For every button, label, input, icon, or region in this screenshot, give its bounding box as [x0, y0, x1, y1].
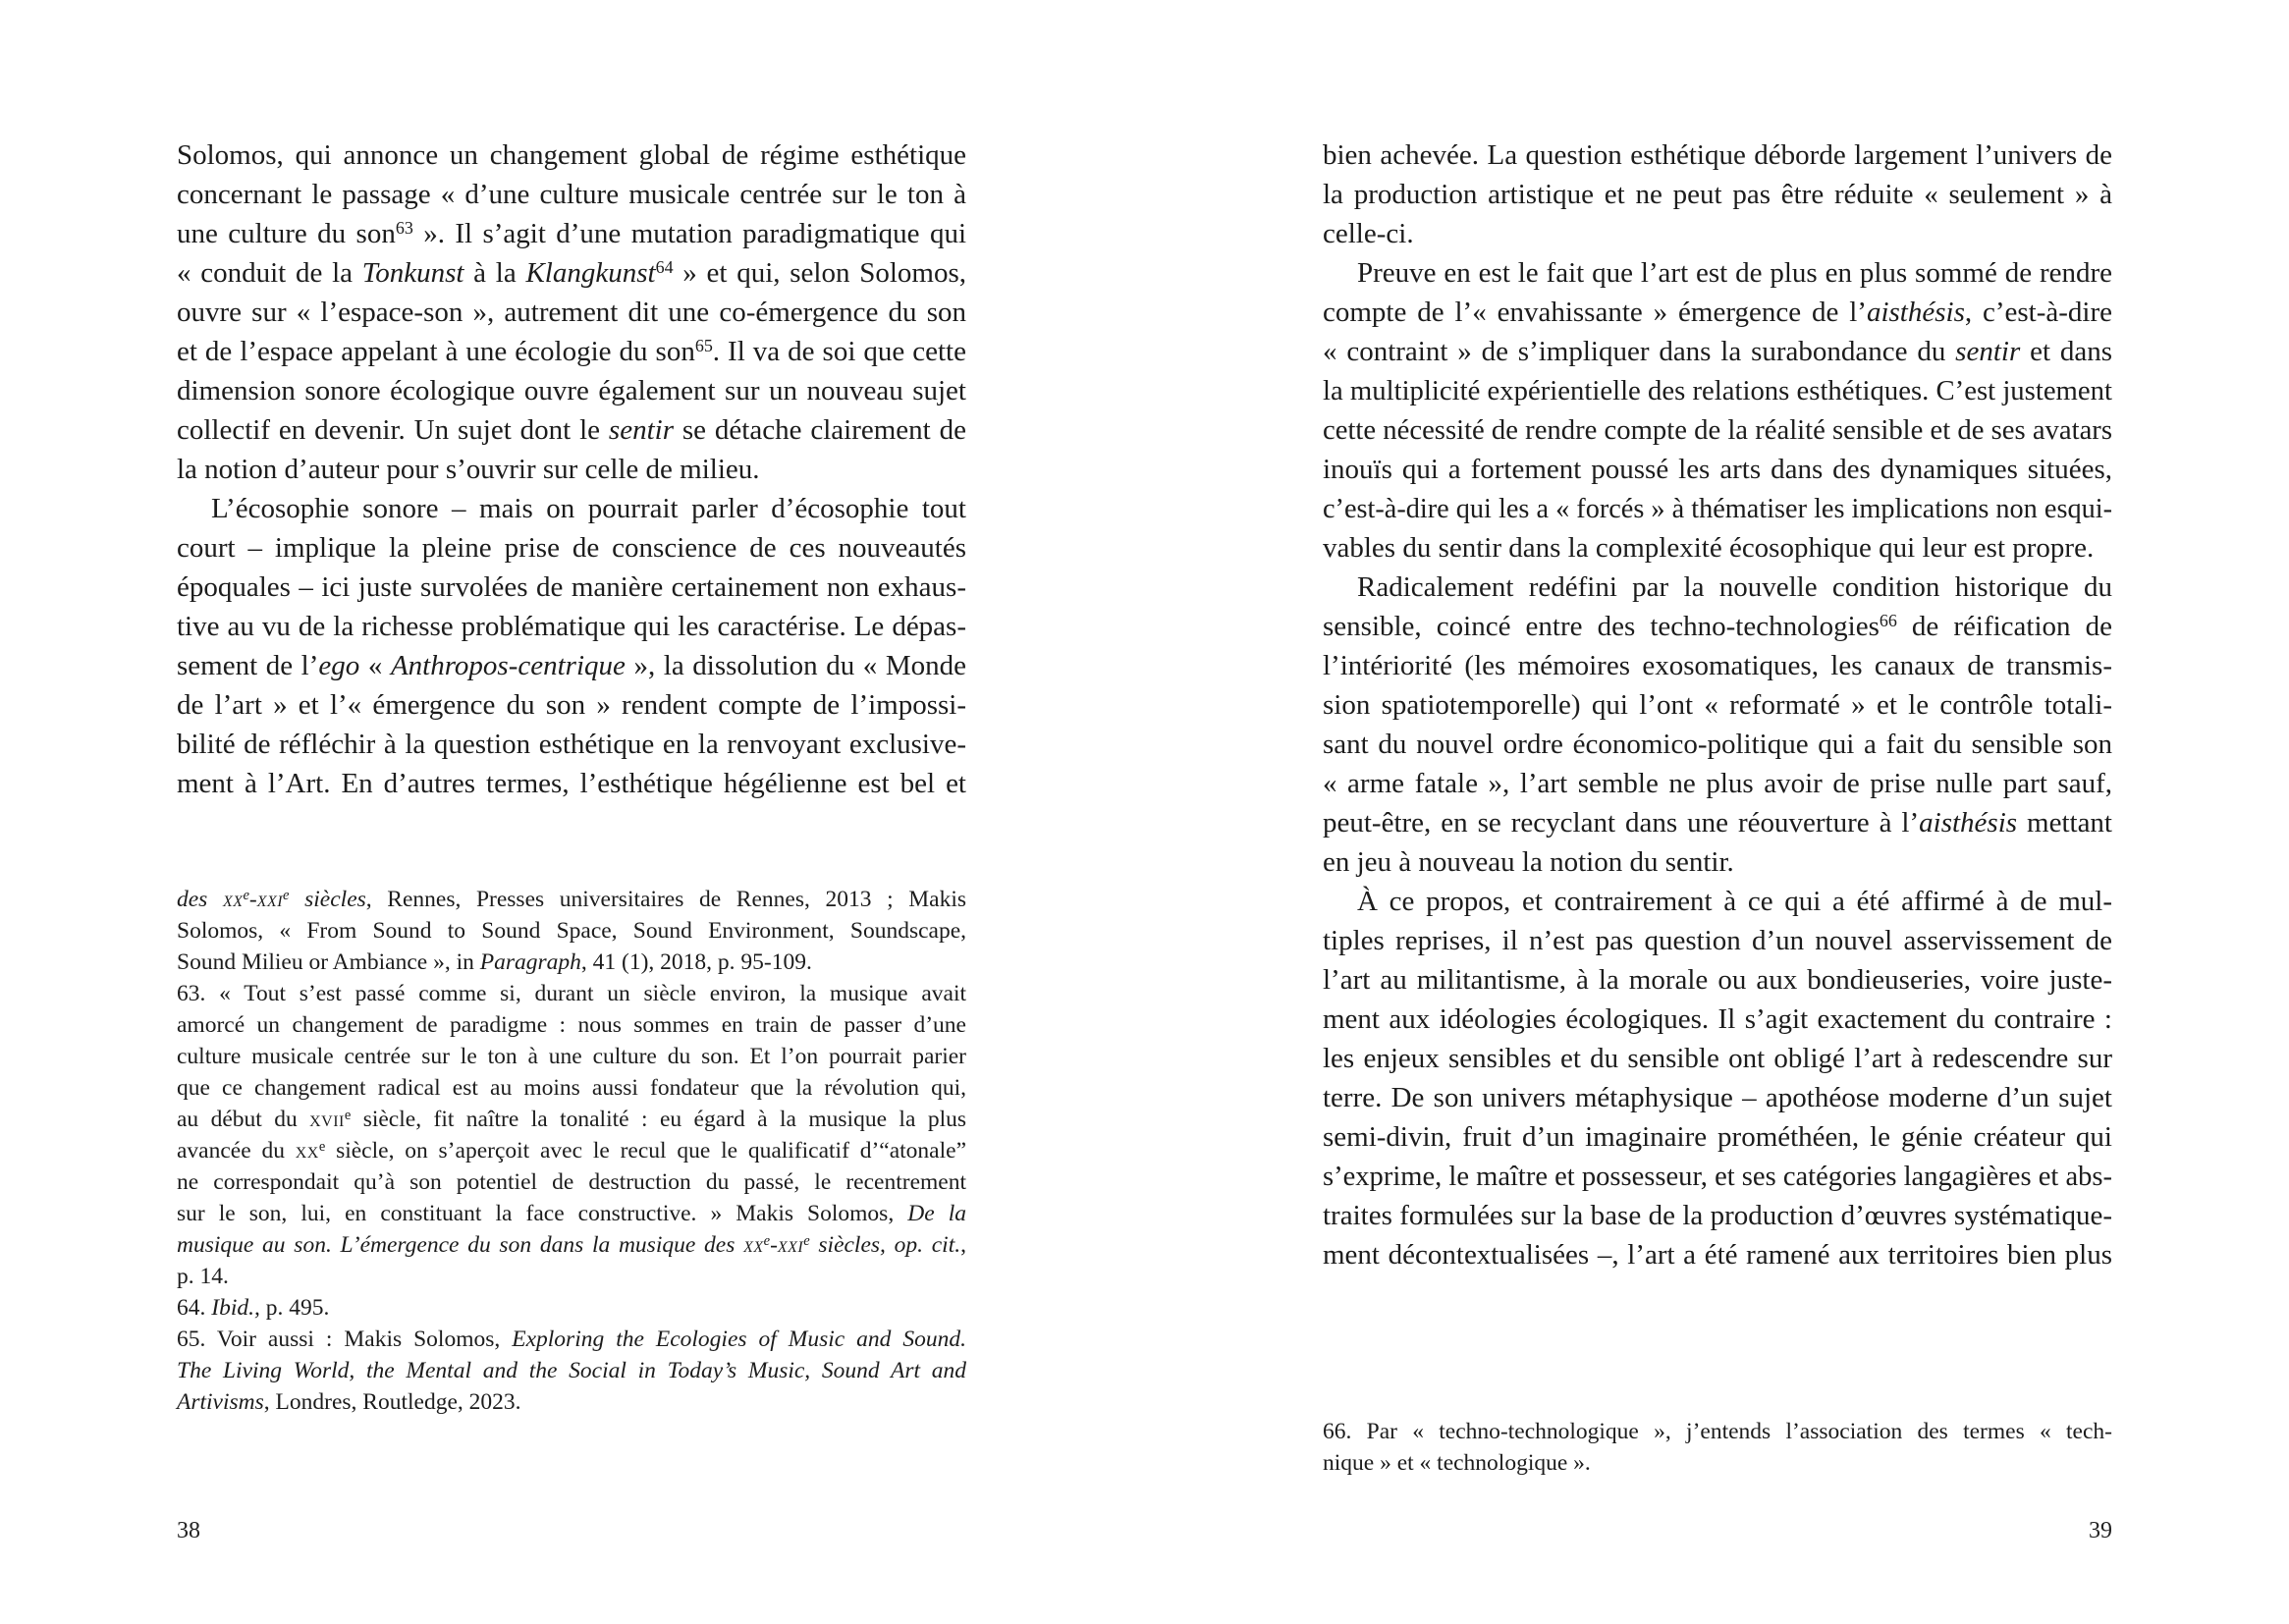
text-line	[1323, 371, 2112, 410]
text-line	[1323, 1157, 2112, 1196]
text-segment: au début du	[177, 1107, 310, 1132]
text-segment: siècle, fit naître la tonalité : eu égard à la musique la plus	[351, 1107, 966, 1132]
text-line	[177, 1355, 966, 1386]
text-segment: Solomos, « From Sound to Sound Space, Sound Environment, Soundscape,	[177, 918, 966, 944]
text-line	[1323, 607, 2112, 646]
text-line	[1323, 568, 2112, 607]
text-segment: court – implique la pleine prise de conscience de ces nouveautés	[177, 532, 966, 564]
text-segment: sentir	[608, 414, 674, 446]
text-line	[1323, 842, 2112, 882]
text-segment: ment aux idéologies écologiques. Il s’agit exactement du contraire :	[1323, 1003, 2112, 1035]
text-line	[177, 646, 966, 685]
text-segment: xxi	[256, 887, 284, 912]
text-segment: e	[283, 888, 290, 904]
text-segment: 63. « Tout s’est passé comme si, durant un siècle environ, la musique avait	[177, 981, 966, 1006]
text-segment: Artivisms	[177, 1389, 264, 1415]
text-line	[1323, 135, 2112, 175]
text-segment: «	[359, 650, 391, 681]
text-line	[177, 371, 966, 410]
text-segment: à la	[463, 257, 526, 289]
text-segment: The Living World, the Mental and the Social in Today’s Music, Sound Art and	[177, 1358, 966, 1383]
left-footnotes	[177, 884, 966, 1418]
text-line	[177, 1041, 966, 1072]
text-line	[1323, 1447, 2112, 1479]
text-segment: ne correspondait qu’à son potentiel de destruction du passé, le recentrement	[177, 1169, 966, 1195]
text-line	[177, 764, 966, 803]
text-segment: Sound Milieu or Ambiance », in	[177, 949, 480, 975]
text-line	[177, 915, 966, 947]
text-line	[1323, 175, 2112, 214]
text-segment: la multiplicité expérientielle des relations esthétiques. C’est justement	[1323, 375, 2112, 406]
right-page-number: 39	[2089, 1518, 2112, 1543]
text-segment: ment décontextualisées –, l’art a été ramené aux territoires bien plus	[1323, 1239, 2112, 1271]
text-line	[177, 1009, 966, 1041]
text-segment: mettant	[2017, 807, 2112, 839]
text-segment: cette nécessité de rendre compte de la réalité sensible et de ses avatars	[1323, 414, 2112, 446]
text-line	[1323, 1235, 2112, 1274]
text-segment: Solomos, qui annonce un changement global de régime esthétique	[177, 139, 966, 171]
text-segment: ,	[960, 1232, 966, 1258]
text-segment: collectif en devenir. Un sujet dont le	[177, 414, 609, 446]
text-segment: , 41 (1), 2018, p. 95-109.	[580, 949, 812, 975]
text-line	[1323, 646, 2112, 685]
text-segment: traites formulées sur la base de la production d’œuvres systématique-	[1323, 1200, 2112, 1231]
text-segment: s’exprime, le maître et possesseur, et ses catégories langagières et abs-	[1323, 1161, 2112, 1192]
text-segment: tive au vu de la richesse problématique qui les caractérise. Le dépas-	[177, 611, 966, 642]
text-line	[177, 1324, 966, 1355]
text-segment: des	[177, 887, 223, 912]
text-line	[1323, 528, 2112, 568]
text-segment: e	[243, 888, 249, 904]
text-segment: la notion d’auteur pour s’ouvrir sur celle de milieu.	[177, 454, 760, 485]
text-line	[177, 1072, 966, 1104]
text-segment: de réification de	[1896, 611, 2112, 642]
text-segment: de l’art » et l’« émergence du son » rendent compte de l’impossi-	[177, 689, 966, 721]
text-segment: -	[248, 887, 257, 912]
text-segment: . Il va de soi que cette	[712, 336, 966, 367]
text-segment: Ibid.,	[211, 1295, 260, 1321]
text-segment: sentir	[1955, 336, 2021, 367]
text-line	[1323, 1416, 2112, 1447]
text-line	[177, 175, 966, 214]
text-segment: Exploring the Ecologies of Music and Sound.	[512, 1326, 966, 1352]
text-segment: amorcé un changement de paradigme : nous sommes en train de passer d’une	[177, 1012, 966, 1038]
left-body-text	[177, 135, 966, 803]
text-segment: siècles	[289, 887, 366, 912]
text-line	[1323, 1000, 2112, 1039]
text-line	[1323, 882, 2112, 921]
text-segment: une culture du son	[177, 218, 396, 249]
text-segment: Preuve en est le fait que l’art est de plus en plus sommé de rendre	[1357, 257, 2112, 289]
text-line	[177, 1104, 966, 1135]
text-line	[1323, 450, 2112, 489]
text-segment: peut-être, en se recyclant dans une réouverture à l’	[1323, 807, 1920, 839]
text-segment: que ce changement radical est au moins aussi fondateur que la révolution qui,	[177, 1075, 966, 1101]
text-line	[177, 978, 966, 1009]
text-segment: avancée du	[177, 1138, 296, 1164]
text-segment: p. 14.	[177, 1264, 229, 1289]
text-segment: xx	[222, 887, 244, 912]
text-segment: ego	[318, 650, 360, 681]
text-line	[177, 293, 966, 332]
text-line	[1323, 410, 2112, 450]
text-segment: les enjeux sensibles et du sensible ont obligé l’art à redescendre sur	[1323, 1043, 2112, 1074]
text-segment: la production artistique et ne peut pas être réduite « seulement » à	[1323, 179, 2112, 210]
text-segment: siècle, on s’aperçoit avec le recul que le qualificatif d’“atonale”	[325, 1138, 966, 1164]
text-line	[177, 947, 966, 978]
text-segment: celle-ci.	[1323, 218, 1414, 249]
text-segment: -	[770, 1232, 778, 1258]
text-segment: sement de l’	[177, 650, 319, 681]
text-segment: Paragraph	[479, 949, 581, 975]
text-segment: l’intériorité (les mémoires exosomatiques, les canaux de transmis-	[1323, 650, 2112, 681]
text-line	[177, 332, 966, 371]
text-line	[1323, 214, 2112, 253]
text-segment: Radicalement redéfini par la nouvelle condition historique du	[1357, 571, 2112, 603]
text-line	[177, 489, 966, 528]
text-line	[1323, 764, 2112, 803]
text-segment: bien achevée. La question esthétique déborde largement l’univers de	[1323, 139, 2112, 171]
text-segment: vables du sentir dans la complexité écosophique qui leur est propre.	[1323, 532, 2095, 564]
text-segment: » et qui, selon Solomos,	[673, 257, 966, 289]
text-segment: se détache clairement de	[673, 414, 966, 446]
text-segment: e	[763, 1233, 771, 1250]
text-line	[177, 725, 966, 764]
text-segment: en jeu à nouveau la notion du sentir.	[1323, 846, 1734, 878]
text-segment: xxi	[777, 1232, 804, 1258]
text-segment: ouvre sur « l’espace-son », autrement dit une co-émergence du son	[177, 297, 966, 328]
text-line	[177, 450, 966, 489]
right-body-text	[1323, 135, 2112, 1274]
text-line	[177, 884, 966, 915]
text-segment: semi-divin, fruit d’un imaginaire prométhéen, le génie créateur qui	[1323, 1121, 2112, 1153]
text-segment: 66	[1879, 611, 1897, 631]
text-line	[177, 568, 966, 607]
text-segment: « arme fatale », l’art semble ne plus avoir de prise nulle part sauf,	[1323, 768, 2112, 799]
text-line	[1323, 293, 2112, 332]
text-segment: Klangkunst	[525, 257, 656, 289]
text-segment: xx	[295, 1138, 319, 1164]
text-line	[177, 135, 966, 175]
text-segment: , Rennes, Presses universitaires de Rennes, 2013 ; Makis	[365, 887, 966, 912]
text-segment: « conduit de la	[177, 257, 362, 289]
text-line	[177, 528, 966, 568]
text-segment: sion spatiotemporelle) qui l’ont « reformaté » et le contrôle totali-	[1323, 689, 2112, 721]
text-segment: bilité de réfléchir à la question esthétique en la renvoyant exclusive-	[177, 729, 966, 760]
text-segment: nique » et « technologique ».	[1323, 1450, 1591, 1476]
text-line	[1323, 489, 2112, 528]
text-segment: siècles, op. cit.	[809, 1232, 961, 1258]
text-line	[177, 410, 966, 450]
text-segment: 65. Voir aussi : Makis Solomos,	[177, 1326, 513, 1352]
text-segment: l’art au militantisme, à la morale ou aux bondieuseries, voire juste-	[1323, 964, 2112, 996]
text-line	[177, 607, 966, 646]
text-line	[1323, 685, 2112, 725]
text-segment: De la	[907, 1201, 966, 1226]
text-segment: ». Il s’agit d’une mutation paradigmatique qui	[412, 218, 966, 249]
text-segment: culture musicale centrée sur le ton à une culture du son. Et l’on pourrait parier	[177, 1044, 966, 1069]
text-line	[177, 1261, 966, 1292]
text-segment: musique au son. L’émergence du son dans la musique des	[177, 1232, 744, 1258]
text-segment: sensible, coincé entre des techno-technologies	[1323, 611, 1880, 642]
text-line	[1323, 1196, 2112, 1235]
text-segment: terre. De son univers métaphysique – apothéose moderne d’un sujet	[1323, 1082, 2112, 1113]
text-segment: 63	[395, 218, 413, 239]
text-segment: e	[803, 1233, 810, 1250]
text-segment: concernant le passage « d’une culture musicale centrée sur le ton à	[177, 179, 966, 210]
text-segment: 65	[694, 336, 713, 356]
text-segment: , c’est-à-dire	[1964, 297, 2113, 328]
text-segment: Anthropos-centrique	[390, 650, 626, 681]
text-line	[1323, 1039, 2112, 1078]
text-line	[1323, 1078, 2112, 1117]
text-segment: 64	[655, 257, 674, 278]
text-segment: e	[344, 1108, 352, 1124]
text-segment: aisthésis	[1919, 807, 2018, 839]
text-line	[177, 1229, 966, 1261]
text-segment: compte de l’« envahissante » émergence de l’	[1323, 297, 1867, 328]
text-segment: », la dissolution du « Monde	[625, 650, 967, 681]
text-line	[1323, 803, 2112, 842]
text-line	[177, 253, 966, 293]
text-segment: À ce propos, et contrairement à ce qui a été affirmé à de mul-	[1357, 886, 2112, 917]
text-segment: et de l’espace appelant à une écologie du son	[177, 336, 695, 367]
text-line	[177, 685, 966, 725]
text-line	[1323, 960, 2112, 1000]
text-segment: xvii	[309, 1107, 345, 1132]
text-line	[1323, 253, 2112, 293]
text-line	[177, 1292, 966, 1324]
text-segment: époquales – ici juste survolées de manière certainement non exhaus-	[177, 571, 966, 603]
text-segment: p. 495.	[259, 1295, 330, 1321]
text-line	[1323, 921, 2112, 960]
text-line	[177, 1198, 966, 1229]
text-line	[1323, 332, 2112, 371]
text-segment: Tonkunst	[361, 257, 464, 289]
text-segment: e	[318, 1139, 326, 1156]
text-segment: aisthésis	[1866, 297, 1965, 328]
text-segment: L’écosophie sonore – mais on pourrait parler d’écosophie tout	[211, 493, 966, 524]
text-segment: ment à l’Art. En d’autres termes, l’esthétique hégélienne est bel et	[177, 768, 966, 799]
left-page-number: 38	[177, 1518, 200, 1543]
text-segment: « contraint » de s’impliquer dans la surabondance du	[1323, 336, 1956, 367]
text-segment: tiples reprises, il n’est pas question d’un nouvel asservissement de	[1323, 925, 2112, 956]
text-line	[177, 1135, 966, 1166]
text-segment: sant du nouvel ordre économico-politique qui a fait du sensible son	[1323, 729, 2112, 760]
text-line	[177, 214, 966, 253]
text-segment: 64.	[177, 1295, 212, 1321]
text-segment: c’est-à-dire qui les a « forcés » à thématiser les implications non esqui-	[1323, 493, 2112, 524]
text-segment: , Londres, Routledge, 2023.	[263, 1389, 521, 1415]
text-segment: xx	[743, 1232, 764, 1258]
text-segment: et dans	[2020, 336, 2112, 367]
text-line	[1323, 1117, 2112, 1157]
text-line	[177, 1166, 966, 1198]
text-segment: 66. Par « techno-technologique », j’entends l’association des termes « tech-	[1323, 1419, 2112, 1444]
text-segment: dimension sonore écologique ouvre également sur un nouveau sujet	[177, 375, 966, 406]
text-segment: sur le son, lui, en constituant la face constructive. » Makis Solomos,	[177, 1201, 908, 1226]
text-line	[1323, 725, 2112, 764]
text-line	[177, 1386, 966, 1418]
text-segment: inouïs qui a fortement poussé les arts dans des dynamiques situées,	[1323, 454, 2112, 485]
right-footnotes	[1323, 1416, 2112, 1479]
